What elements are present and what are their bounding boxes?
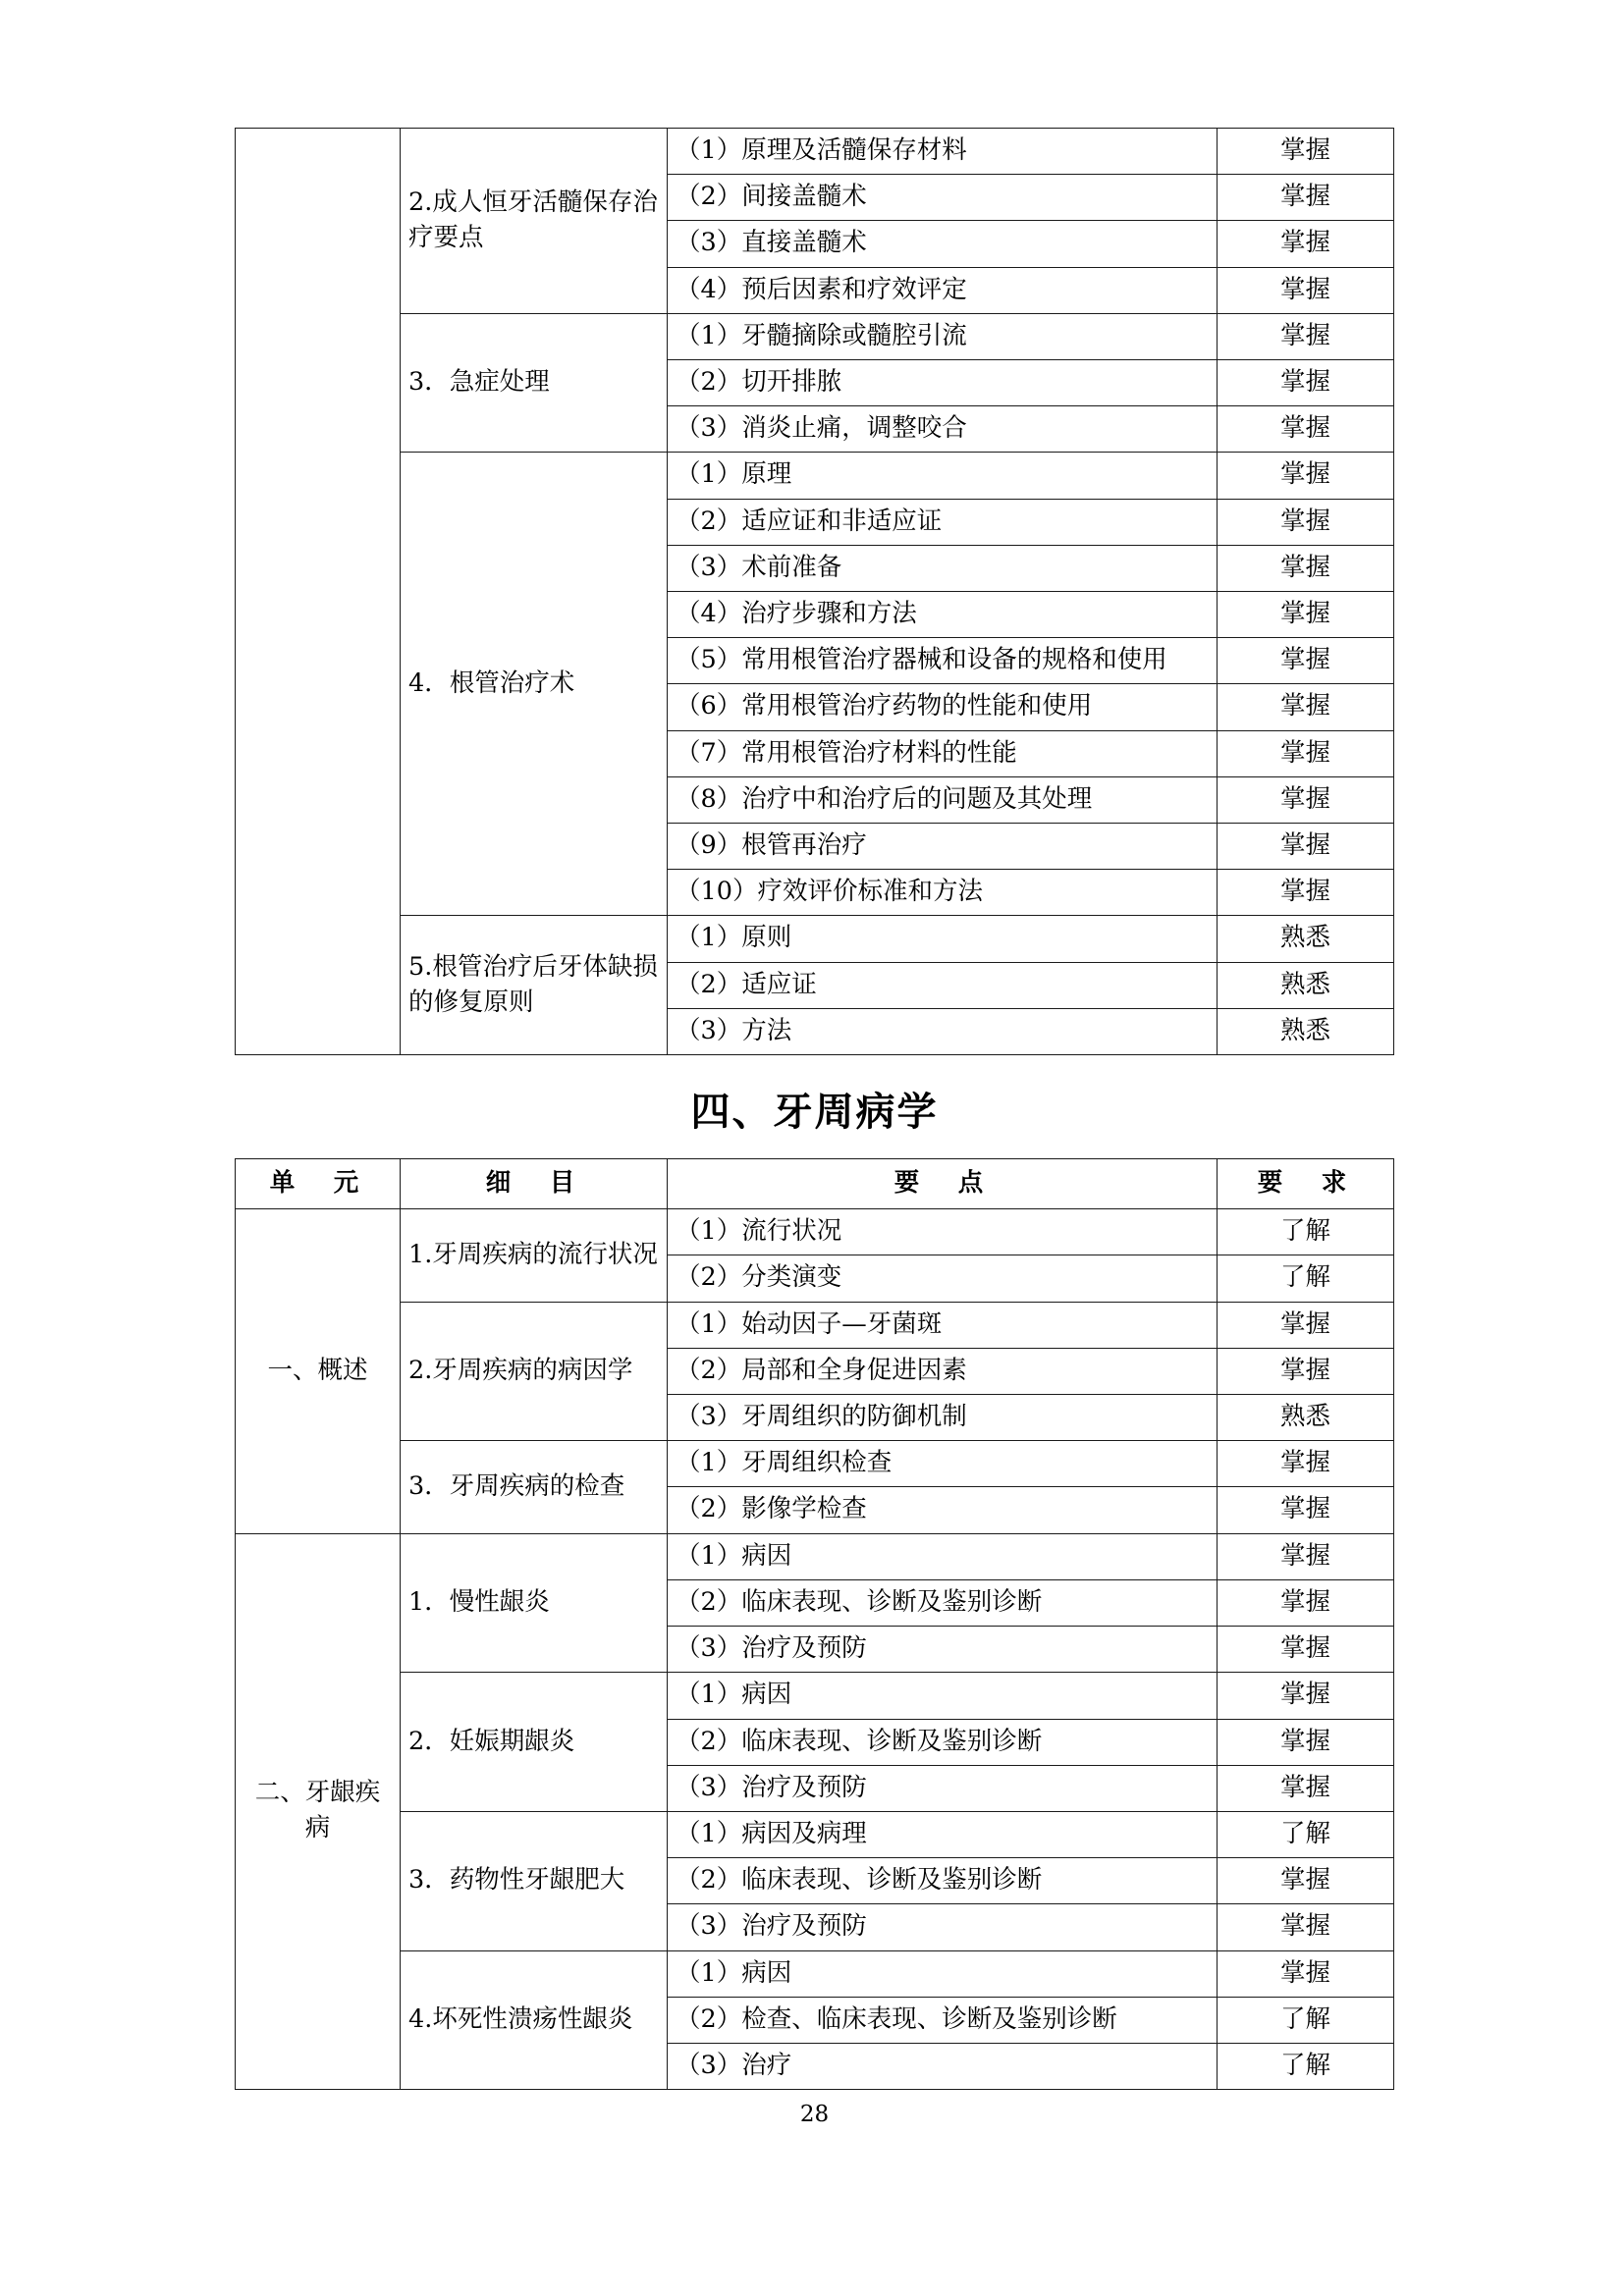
point-cell: （4）治疗步骤和方法 [668,592,1218,638]
table-row [236,129,1394,175]
table-header-row [236,1159,1394,1209]
requirement-cell: 掌握 [1218,406,1394,453]
column-header-detail: 细 目 [401,1159,668,1209]
requirement-cell: 掌握 [1218,1765,1394,1811]
requirement-cell: 了解 [1218,1997,1394,2043]
point-cell: （2）临床表现、诊断及鉴别诊断 [668,1719,1218,1765]
requirement-cell: 掌握 [1218,684,1394,730]
requirement-cell: 掌握 [1218,545,1394,591]
table-row [236,1209,1394,1255]
point-cell: （3）直接盖髓术 [668,221,1218,267]
detail-cell: 2.牙周疾病的病因学 [401,1302,668,1441]
requirement-cell: 掌握 [1218,313,1394,359]
point-cell: （2）适应证 [668,962,1218,1008]
detail-cell: 5.根管治疗后牙体缺损的修复原则 [401,916,668,1055]
table-row [236,1950,1394,1997]
point-cell: （1）牙髓摘除或髓腔引流 [668,313,1218,359]
requirement-cell: 掌握 [1218,1487,1394,1533]
requirement-cell: 掌握 [1218,267,1394,313]
requirement-cell: 掌握 [1218,1673,1394,1719]
requirement-cell: 掌握 [1218,824,1394,870]
column-header-unit: 单 元 [236,1159,401,1209]
point-cell: （8）治疗中和治疗后的问题及其处理 [668,776,1218,823]
point-cell: （1）病因及病理 [668,1811,1218,1857]
requirement-cell: 掌握 [1218,1858,1394,1904]
detail-cell: 4.坏死性溃疡性龈炎 [401,1950,668,2090]
requirement-cell: 了解 [1218,1811,1394,1857]
requirement-cell: 掌握 [1218,638,1394,684]
requirement-cell: 熟悉 [1218,962,1394,1008]
requirement-cell: 掌握 [1218,1348,1394,1394]
point-cell: （4）预后因素和疗效评定 [668,267,1218,313]
point-cell: （2）影像学检查 [668,1487,1218,1533]
syllabus-table-bottom [235,1158,1394,2090]
point-cell: （3）牙周组织的防御机制 [668,1395,1218,1441]
requirement-cell: 掌握 [1218,592,1394,638]
requirement-cell: 掌握 [1218,730,1394,776]
requirement-cell: 掌握 [1218,1627,1394,1673]
point-cell: （2）切开排脓 [668,360,1218,406]
point-cell: （3）消炎止痛，调整咬合 [668,406,1218,453]
unit-cell: 二、牙龈疾病 [236,1533,401,2089]
point-cell: （2）局部和全身促进因素 [668,1348,1218,1394]
detail-cell: 3．牙周疾病的检查 [401,1441,668,1533]
point-cell: （2）临床表现、诊断及鉴别诊断 [668,1858,1218,1904]
point-cell: （1）原则 [668,916,1218,962]
requirement-cell: 掌握 [1218,1302,1394,1348]
point-cell: （1）原理 [668,453,1218,499]
requirement-cell: 了解 [1218,1255,1394,1302]
table-row [236,1673,1394,1719]
detail-cell: 1.牙周疾病的流行状况 [401,1209,668,1302]
requirement-cell: 了解 [1218,2043,1394,2089]
point-cell: （6）常用根管治疗药物的性能和使用 [668,684,1218,730]
page-number: 28 [799,2102,830,2128]
requirement-cell: 掌握 [1218,1904,1394,1950]
point-cell: （1）原理及活髓保存材料 [668,129,1218,175]
requirement-cell: 掌握 [1218,453,1394,499]
requirement-cell: 掌握 [1218,221,1394,267]
requirement-cell: 掌握 [1218,776,1394,823]
section-heading: 四、牙周病学 [690,1090,939,1136]
point-cell: （5）常用根管治疗器械和设备的规格和使用 [668,638,1218,684]
point-cell: （2）分类演变 [668,1255,1218,1302]
detail-cell: 3．急症处理 [401,313,668,453]
point-cell: （3）治疗及预防 [668,1627,1218,1673]
requirement-cell: 掌握 [1218,1533,1394,1579]
syllabus-table-top [235,128,1394,1055]
requirement-cell: 掌握 [1218,1579,1394,1626]
point-cell: （1）始动因子—牙菌斑 [668,1302,1218,1348]
column-header-requirement: 要 求 [1218,1159,1394,1209]
requirement-cell: 掌握 [1218,870,1394,916]
requirement-cell: 熟悉 [1218,1008,1394,1054]
point-cell: （3）治疗及预防 [668,1765,1218,1811]
point-cell: （3）治疗 [668,2043,1218,2089]
unit-cell-continued [236,129,401,1055]
table-row [236,916,1394,962]
table-row [236,1811,1394,1857]
point-cell: （3）治疗及预防 [668,1904,1218,1950]
point-cell: （3）方法 [668,1008,1218,1054]
point-cell: （2）临床表现、诊断及鉴别诊断 [668,1579,1218,1626]
requirement-cell: 掌握 [1218,1441,1394,1487]
requirement-cell: 掌握 [1218,175,1394,221]
point-cell: （1）病因 [668,1533,1218,1579]
detail-cell: 3．药物性牙龈肥大 [401,1811,668,1950]
requirement-cell: 熟悉 [1218,916,1394,962]
point-cell: （1）牙周组织检查 [668,1441,1218,1487]
point-cell: （7）常用根管治疗材料的性能 [668,730,1218,776]
point-cell: （10）疗效评价标准和方法 [668,870,1218,916]
requirement-cell: 掌握 [1218,360,1394,406]
point-cell: （1）病因 [668,1673,1218,1719]
detail-cell: 4．根管治疗术 [401,453,668,916]
requirement-cell: 掌握 [1218,499,1394,545]
table-row [236,1533,1394,1579]
point-cell: （1）流行状况 [668,1209,1218,1255]
requirement-cell: 了解 [1218,1209,1394,1255]
requirement-cell: 掌握 [1218,129,1394,175]
requirement-cell: 掌握 [1218,1950,1394,1997]
column-header-point: 要 点 [668,1159,1218,1209]
table-row [236,313,1394,359]
table-row [236,453,1394,499]
unit-cell: 一、概述 [236,1209,401,1533]
point-cell: （1）病因 [668,1950,1218,1997]
table-row [236,1441,1394,1487]
requirement-cell: 熟悉 [1218,1395,1394,1441]
detail-cell: 1．慢性龈炎 [401,1533,668,1673]
table-row [236,1302,1394,1348]
point-cell: （9）根管再治疗 [668,824,1218,870]
point-cell: （3）术前准备 [668,545,1218,591]
requirement-cell: 掌握 [1218,1719,1394,1765]
point-cell: （2）检查、临床表现、诊断及鉴别诊断 [668,1997,1218,2043]
point-cell: （2）适应证和非适应证 [668,499,1218,545]
detail-cell: 2.成人恒牙活髓保存治疗要点 [401,129,668,314]
point-cell: （2）间接盖髓术 [668,175,1218,221]
detail-cell: 2．妊娠期龈炎 [401,1673,668,1812]
